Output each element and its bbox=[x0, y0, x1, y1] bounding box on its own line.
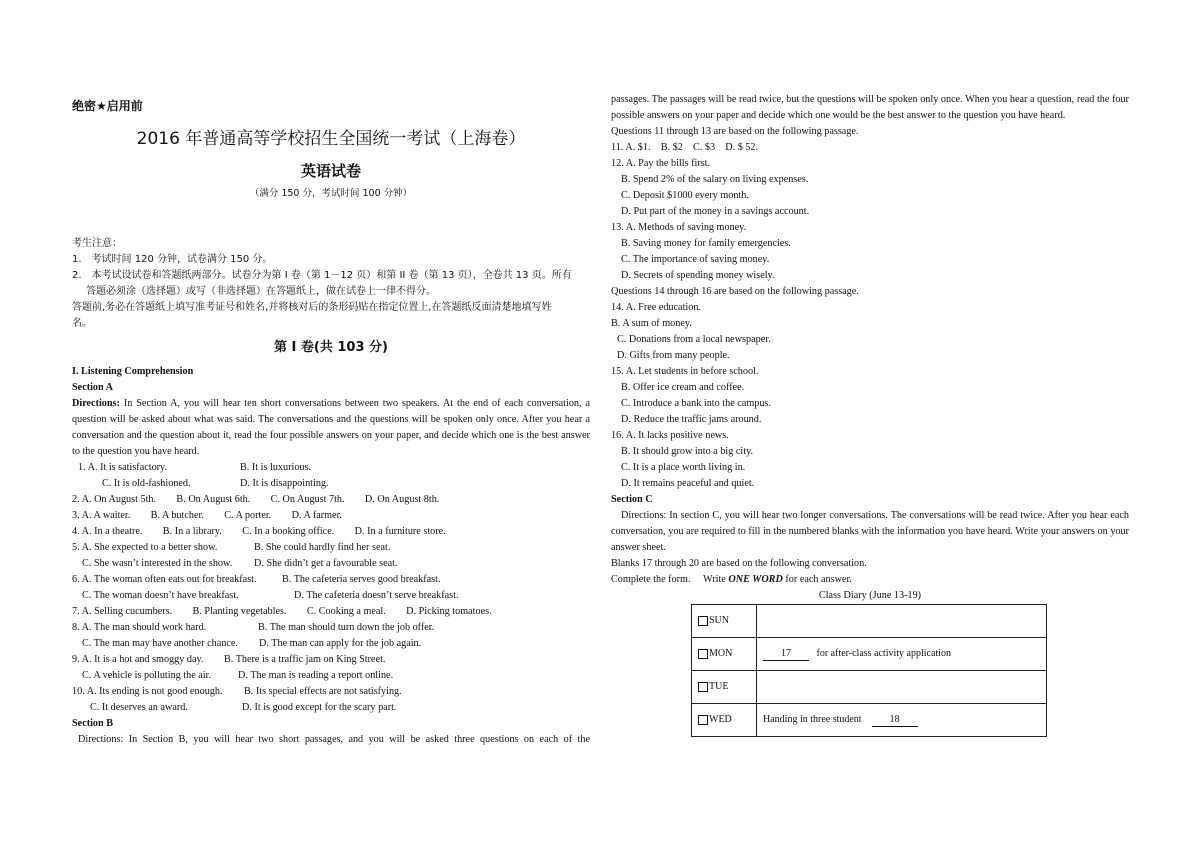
q12-option-d: D. Put part of the money in a savings account. bbox=[621, 206, 810, 217]
question-9-row2 bbox=[72, 668, 590, 684]
q5-option-a: 5. A. She expected to a better show. bbox=[72, 542, 218, 553]
day-label: TUE bbox=[709, 681, 729, 692]
section-a-heading: Section A bbox=[72, 382, 114, 393]
q14-option-b: B. A sum of money. bbox=[611, 318, 692, 329]
q12-option-a: 12. A. Pay the bills first. bbox=[611, 158, 711, 169]
blank-18[interactable]: 18 bbox=[872, 714, 918, 727]
notice-item-3-cont: 名。 bbox=[72, 318, 92, 329]
q10-option-a: 10. A. Its ending is not good enough. bbox=[72, 686, 223, 697]
day-label: SUN bbox=[709, 615, 730, 626]
q1-option-d: D. It is disappointing. bbox=[240, 478, 329, 489]
q13-option-d: D. Secrets of spending money wisely. bbox=[621, 270, 775, 281]
question-6-row1 bbox=[72, 572, 590, 588]
directions-b-cont: passages. The passages will be read twice, but the questions will be spoken only once. When you hear a question, read the four possible answers on your paper and decide which one would be the best answer to the question you have heard. bbox=[611, 94, 1129, 121]
notice-item-1: 1. 考试时间 120 分钟，试卷满分 150 分。 bbox=[72, 254, 273, 265]
q9-option-b: B. There is a traffic jam on King Street. bbox=[224, 654, 386, 665]
table-row bbox=[692, 704, 1047, 737]
notice-item-2: 2. 本考试设试卷和答题纸两部分。试卷分为第 I 卷（第 1－12 页）和第 II 卷（第 13 页），全卷共 13 页。所有 bbox=[72, 270, 572, 281]
question-9-row1 bbox=[72, 652, 590, 668]
right-column-content bbox=[611, 92, 1129, 737]
complete-emphasis: ONE WORD bbox=[728, 574, 783, 585]
q14-option-d: D. Gifts from many people. bbox=[617, 350, 730, 361]
part-title: 第 I 卷(共 103 分) bbox=[274, 340, 388, 355]
intro-14-16: Questions 14 through 16 are based on the following passage. bbox=[611, 286, 859, 297]
exam-title: 2016 年普通高等学校招生全国统一考试（上海卷） bbox=[136, 129, 526, 149]
q1-option-c: C. It is old-fashioned. bbox=[102, 478, 191, 489]
q16-option-c: C. It is a place worth living in. bbox=[621, 462, 746, 473]
q5-option-d: D. She didn’t get a favourable seat. bbox=[254, 558, 398, 569]
class-diary-table bbox=[691, 604, 1047, 737]
q5-option-c: C. She wasn’t interested in the show. bbox=[82, 558, 233, 569]
day-label: WED bbox=[709, 714, 732, 725]
checkbox-icon bbox=[698, 715, 708, 725]
q12-option-c: C. Deposit $1000 every month. bbox=[621, 190, 749, 201]
q1-option-a: 1. A. It is satisfactory. bbox=[78, 462, 168, 473]
q6-option-c: C. The woman doesn’t have breakfast. bbox=[82, 590, 239, 601]
question-10-row1 bbox=[72, 684, 590, 700]
exam-note: （满分 150 分，考试时间 100 分钟） bbox=[249, 188, 413, 199]
notice-item-3: 答题前,务必在答题纸上填写准考证号和姓名,并将核对后的条形码贴在指定位置上,在答题纸反面清楚地填写姓 bbox=[72, 302, 552, 313]
q8-option-d: D. The man can apply for the job again. bbox=[259, 638, 422, 649]
q6-option-d: D. The cafeteria doesn’t serve breakfast. bbox=[294, 590, 459, 601]
checkbox-icon bbox=[698, 649, 708, 659]
q6-option-a: 6. A. The woman often eats out for breakfast. bbox=[72, 574, 257, 585]
question-8-row2 bbox=[72, 636, 590, 652]
entry-cell bbox=[757, 671, 1047, 704]
day-cell bbox=[692, 638, 757, 671]
listening-section bbox=[72, 364, 590, 748]
listening-heading: I. Listening Comprehension bbox=[72, 366, 194, 377]
table-caption: Class Diary (June 13-19) bbox=[818, 590, 922, 601]
directions-c: Directions: In section C, you will hear two longer conversations. The conversations will be read twice. After you hear each conversation, you are required to fill in the numbered blanks with the information you have heard. Write your answers on your answer sheet. bbox=[611, 510, 1129, 553]
notice-block bbox=[72, 236, 590, 332]
question-11: 11. A. $1. B. $2 C. $3 D. $ 52. bbox=[611, 142, 759, 153]
q8-option-c: C. The man may have another chance. bbox=[82, 638, 238, 649]
q9-option-a: 9. A. It is a hot and smoggy day. bbox=[72, 654, 204, 665]
entry-cell bbox=[757, 704, 1047, 737]
question-8-row1 bbox=[72, 620, 590, 636]
entry-cell bbox=[757, 605, 1047, 638]
complete-instruction bbox=[611, 572, 1129, 588]
question-3: 3. A. A waiter. B. A butcher. C. A porter. D. A farmer. bbox=[72, 510, 342, 521]
q14-option-c: C. Donations from a local newspaper. bbox=[617, 334, 771, 345]
day-cell bbox=[692, 671, 757, 704]
directions-a-label: Directions: bbox=[72, 398, 120, 409]
day-label: MON bbox=[709, 648, 733, 659]
blank-17[interactable]: 17 bbox=[763, 648, 809, 661]
directions-b-start: Directions: In Section B, you will hear two short passages, and you will be asked three questions on each of the bbox=[78, 734, 590, 745]
intro-17-20: Blanks 17 through 20 are based on the following conversation. bbox=[611, 558, 867, 569]
question-5-row1 bbox=[72, 540, 590, 556]
q15-option-d: D. Reduce the traffic jams around. bbox=[621, 414, 762, 425]
q8-option-a: 8. A. The man should work hard. bbox=[72, 622, 207, 633]
question-6-row2 bbox=[72, 588, 590, 604]
complete-pre: Complete the form. Write bbox=[611, 574, 729, 585]
day-cell bbox=[692, 704, 757, 737]
q10-option-b: B. Its special effects are not satisfying. bbox=[244, 686, 402, 697]
q16-option-b: B. It should grow into a big city. bbox=[621, 446, 754, 457]
checkbox-icon bbox=[698, 616, 708, 626]
question-7: 7. A. Selling cucumbers. B. Planting vegetables. C. Cooking a meal. D. Picking tomatoes. bbox=[72, 606, 492, 617]
q1-option-b: B. It is luxurious. bbox=[240, 462, 312, 473]
q13-option-a: 13. A. Methods of saving money. bbox=[611, 222, 747, 233]
table-row bbox=[692, 638, 1047, 671]
q10-option-c: C. It deserves an award. bbox=[90, 702, 188, 713]
q12-option-b: B. Spend 2% of the salary on living expenses. bbox=[621, 174, 809, 185]
q10-option-d: D. It is good except for the scary part. bbox=[242, 702, 397, 713]
question-1-row2 bbox=[72, 476, 590, 492]
q9-option-d: D. The man is reading a report online. bbox=[238, 670, 394, 681]
section-b-heading: Section B bbox=[72, 718, 114, 729]
question-5-row2 bbox=[72, 556, 590, 572]
entry-text: Handing in three student bbox=[763, 714, 862, 725]
q15-option-b: B. Offer ice cream and coffee. bbox=[621, 382, 745, 393]
q8-option-b: B. The man should turn down the job offer. bbox=[258, 622, 435, 633]
question-1-row1 bbox=[72, 460, 590, 476]
directions-a bbox=[72, 396, 590, 460]
intro-11-13: Questions 11 through 13 are based on the following passage. bbox=[611, 126, 859, 137]
q13-option-b: B. Saving money for family emergencies. bbox=[621, 238, 791, 249]
q9-option-c: C. A vehicle is polluting the air. bbox=[82, 670, 212, 681]
question-2: 2. A. On August 5th. B. On August 6th. C. On August 7th. D. On August 8th. bbox=[72, 494, 440, 505]
q6-option-b: B. The cafeteria serves good breakfast. bbox=[282, 574, 441, 585]
day-cell bbox=[692, 605, 757, 638]
directions-a-text: In Section A, you will hear ten short conversations between two speakers. At the end of each conversation, a question will be asked about what was said. The conversations and the questions will be spoken only once. After you hear a conversation and the question about it, read the four possible answers on your paper, and decide which one is the best answer to the question you have heard. bbox=[72, 398, 590, 457]
q5-option-b: B. She could hardly find her seat. bbox=[254, 542, 391, 553]
q16-option-d: D. It remains peaceful and quiet. bbox=[621, 478, 755, 489]
question-4: 4. A. In a theatre. B. In a library. C. In a booking office. D. In a furniture store. bbox=[72, 526, 446, 537]
entry-text: for after-class activity application bbox=[816, 648, 951, 659]
q14-option-a: 14. A. Free education. bbox=[611, 302, 701, 313]
exam-subtitle: 英语试卷 bbox=[300, 162, 361, 180]
q13-option-c: C. The importance of saving money. bbox=[621, 254, 770, 265]
q16-option-a: 16. A. It lacks positive news. bbox=[611, 430, 729, 441]
question-10-row2 bbox=[72, 700, 590, 716]
entry-cell bbox=[757, 638, 1047, 671]
section-c-heading: Section C bbox=[611, 494, 653, 505]
confidential-label: 绝密★启用前 bbox=[72, 99, 143, 113]
notice-item-2-cont: 答题必须涂（选择题）或写（非选择题）在答题纸上，做在试卷上一律不得分。 bbox=[86, 286, 436, 297]
complete-post: for each answer. bbox=[782, 574, 852, 585]
table-row bbox=[692, 605, 1047, 638]
table-row bbox=[692, 671, 1047, 704]
q15-option-a: 15. A. Let students in before school. bbox=[611, 366, 759, 377]
q15-option-c: C. Introduce a bank into the campus. bbox=[621, 398, 771, 409]
checkbox-icon bbox=[698, 682, 708, 692]
notice-heading: 考生注意： bbox=[72, 238, 122, 249]
